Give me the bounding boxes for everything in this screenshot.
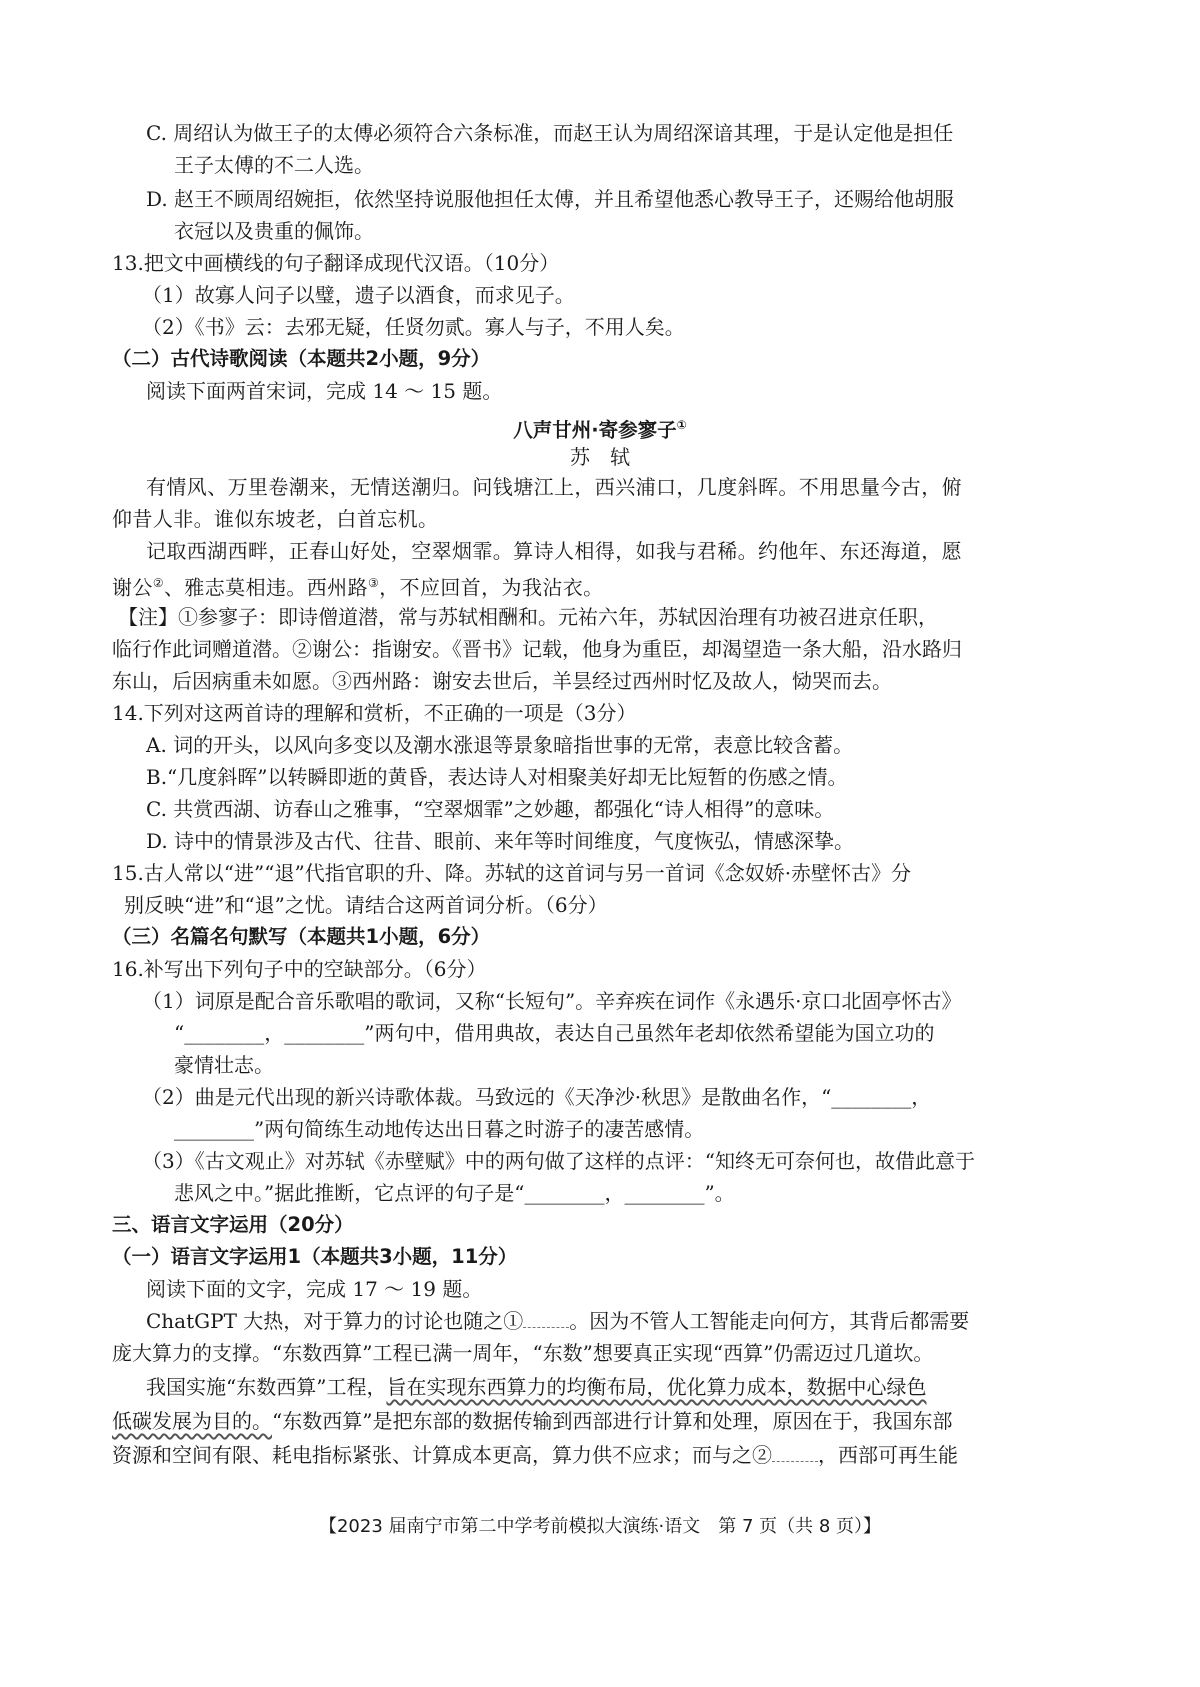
poem-title: 八声甘州·寄参寥子① (513, 418, 687, 442)
passage-p1-line1: ChatGPT 大热，对于算力的讨论也随之① 。因为不管人工智能走向何方，其背后都需要 (146, 1309, 970, 1333)
q16-item-1-line2: “________，________”两句中，借用典故，表达自己虽然年老却依然希望能为国立功的 (174, 1021, 935, 1045)
poem-stanza-1-line1: 有情风、万里卷潮来，无情送潮归。问钱塘江上，西兴浦口，几度斜晖。不用思量今古，俯 (146, 475, 962, 499)
option-c-line1: C. 周绍认为做王子的太傅必须符合六条标准，而赵王认为周绍深谙其理，于是认定他是担任 (146, 121, 954, 145)
q14-option-a: A. 词的开头，以风向多变以及潮水涨退等景象暗指世事的无常，表意比较含蓄。 (146, 733, 854, 757)
q14-stem: 14.下列对这两首诗的理解和赏析，不正确的一项是（3分） (112, 701, 637, 725)
option-d-line1: D. 赵王不顾周绍婉拒，依然坚持说服他担任太傅，并且希望他悉心教导王子，还赐给他胡服 (146, 187, 955, 211)
blank-2 (772, 1443, 818, 1462)
subsection-1-intro: 阅读下面的文字，完成 17 ～ 19 题。 (146, 1277, 483, 1301)
poem-stanza-2-line1: 记取西湖西畔，正春山好处，空翠烟霏。算诗人相得，如我与君稀。约他年、东还海道，愿 (146, 539, 962, 563)
q16-item-2-line2: ________”两句简练生动地传达出日暮之时游子的凄苦感情。 (174, 1117, 705, 1141)
poem-note-line2: 临行作此词赠道潜。②谢公：指谢安。《晋书》记载，他身为重臣，却渴望造一条大船，沿水路归 (112, 637, 962, 661)
q13-sentence-2: （2）《书》云：去邪无疑，任贤勿贰。寡人与子，不用人矣。 (142, 315, 685, 339)
q14-option-c: C. 共赏西湖、访春山之雅事，“空翠烟霏”之妙趣，都强化“诗人相得”的意味。 (146, 797, 835, 821)
poem-stanza-1-line2: 仰昔人非。谁似东坡老，白首忘机。 (112, 507, 439, 531)
subsection-1-heading: （一）语言文字运用1（本题共3小题，11分） (112, 1245, 518, 1268)
q16-item-1-line1: （1）词原是配合音乐歌唱的歌词，又称“长短句”。辛弃疾在词作《永遇乐·京口北固亭怀古》 (142, 989, 962, 1013)
q15-line1: 15.古人常以“进”“退”代指官职的升、降。苏轼的这首词与另一首词《念奴娇·赤壁怀古》分 (112, 861, 912, 885)
poem-note-line1: 【注】①参寥子：即诗僧道潜，常与苏轼相酬和。元祐六年，苏轼因治理有功被召进京任职， (118, 605, 938, 629)
poem-stanza-2-line2: 谢公②、雅志莫相违。西州路③，不应回首，为我沾衣。 (112, 575, 604, 600)
q14-option-d: D. 诗中的情景涉及古代、往昔、眼前、来年等时间维度，气度恢弘，情感深挚。 (146, 829, 855, 853)
option-c-line2: 王子太傅的不二人选。 (174, 153, 374, 177)
q16-stem: 16.补写出下列句子中的空缺部分。（6分） (112, 957, 487, 981)
section-2-heading: （二）古代诗歌阅读（本题共2小题，9分） (112, 347, 491, 370)
q16-item-3-line2: 悲风之中。”据此推断，它点评的句子是“________，________”。 (174, 1181, 735, 1205)
q16-item-3-line1: （3）《古文观止》对苏轼《赤壁赋》中的两句做了这样的点评：“知终无可奈何也，故借此意于 (142, 1149, 975, 1173)
wavy-underlined-text: 旨在实现东西算力的均衡布局，优化算力成本，数据中心绿色 (386, 1375, 927, 1399)
poem-author: 苏 轼 (570, 445, 630, 469)
q13-stem: 13.把文中画横线的句子翻译成现代汉语。（10分） (112, 251, 560, 275)
blank-1 (523, 1309, 569, 1328)
part-3-heading: 三、语言文字运用（20分） (112, 1213, 354, 1236)
q15-line2: 别反映“进”和“退”之忧。请结合这两首词分析。（6分） (124, 893, 608, 917)
passage-p2-line2: 低碳发展为目的。“东数西算”是把东部的数据传输到西部进行计算和处理，原因在于，我国东部 (112, 1409, 953, 1433)
section-3-heading: （三）名篇名句默写（本题共1小题，6分） (112, 925, 491, 948)
q14-option-b: B.“几度斜晖”以转瞬即逝的黄昏，表达诗人对相聚美好却无比短暂的伤感之情。 (146, 765, 848, 789)
passage-p2-line1: 我国实施“东数西算”工程，旨在实现东西算力的均衡布局，优化算力成本，数据中心绿色 (146, 1375, 927, 1399)
passage-p1-line2: 庞大算力的支撑。“东数西算”工程已满一周年，“东数”想要真正实现“西算”仍需迈过几道坎。 (112, 1341, 934, 1365)
passage-p2-line3: 资源和空间有限、耗电指标紧张、计算成本更高，算力供不应求；而与之② ，西部可再生能 (112, 1443, 958, 1467)
section-2-intro: 阅读下面两首宋词，完成 14 ～ 15 题。 (146, 379, 503, 403)
wavy-underlined-text-end: 低碳发展为目的。 (112, 1409, 272, 1433)
q16-item-2-line1: （2）曲是元代出现的新兴诗歌体裁。马致远的《天净沙·秋思》是散曲名作，“________， (142, 1085, 932, 1109)
poem-note-line3: 东山，后因病重未如愿。③西州路：谢安去世后，羊昙经过西州时忆及故人，恸哭而去。 (112, 669, 892, 693)
option-d-line2: 衣冠以及贵重的佩饰。 (174, 219, 374, 243)
q16-item-1-line3: 豪情壮志。 (174, 1053, 274, 1077)
page-footer: 【2023 届南宁市第二中学考前模拟大演练·语文 第 7 页（共 8 页）】 (318, 1516, 882, 1537)
q13-sentence-1: （1）故寡人问子以璧，遗子以酒食，而求见子。 (142, 283, 575, 307)
